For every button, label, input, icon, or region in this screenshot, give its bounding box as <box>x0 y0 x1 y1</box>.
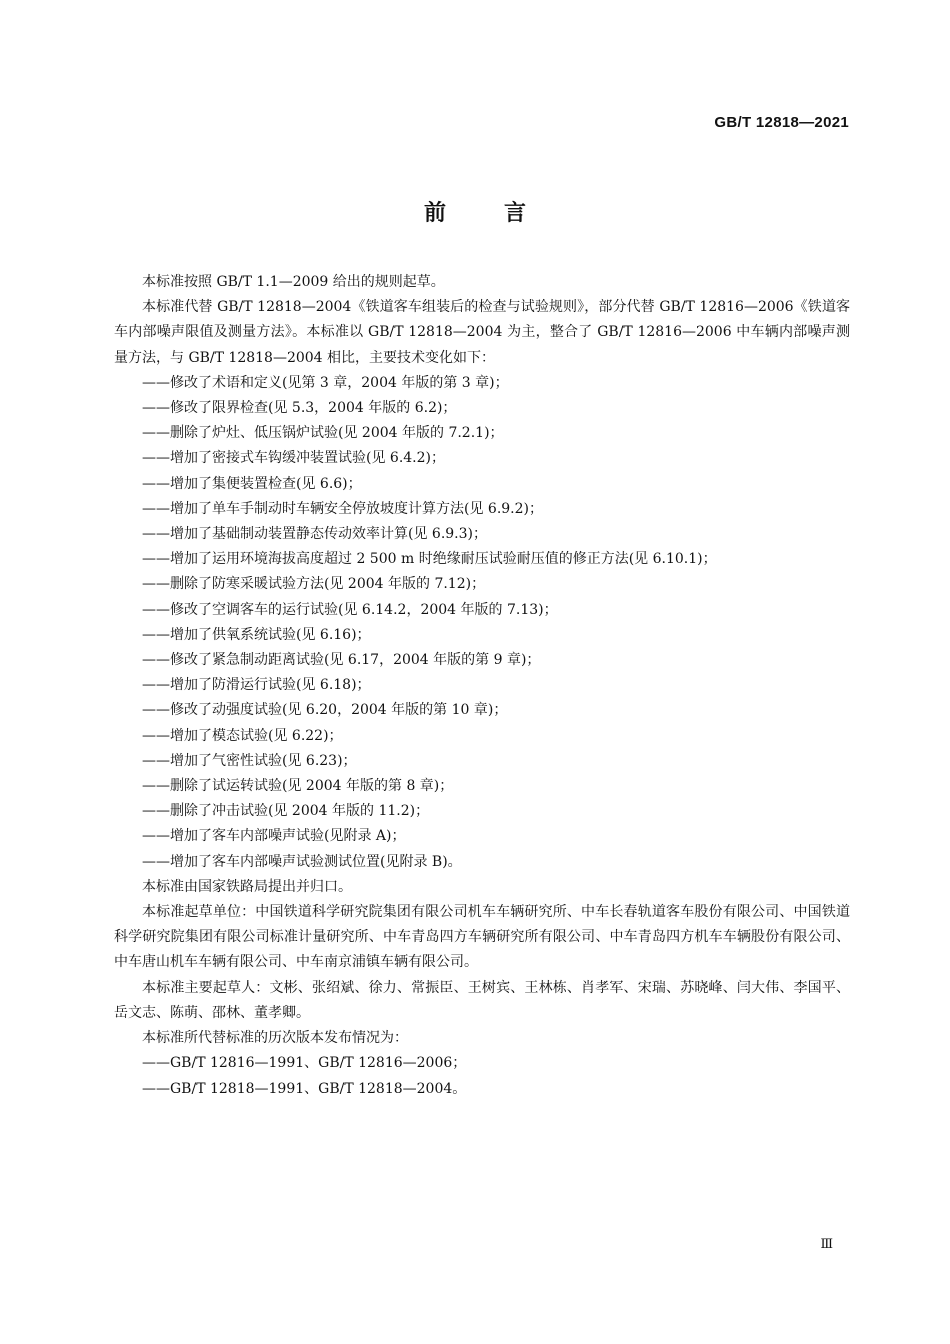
change-item: ——删除了防寒采暖试验方法(见 2004 年版的 7.12)； <box>142 576 486 593</box>
document-body <box>114 270 850 1102</box>
change-item: ——增加了运用环境海拔高度超过 2 500 m 时绝缘耐压试验耐压值的修正方法(见 6.10.1)； <box>142 551 717 568</box>
change-item: ——增加了气密性试验(见 6.23)； <box>142 752 357 769</box>
change-item: ——修改了空调客车的运行试验(见 6.14.2，2004 年版的 7.13)； <box>142 601 558 618</box>
change-item: ——增加了模态试验(见 6.22)； <box>142 727 343 744</box>
page-number: Ⅲ <box>820 1237 833 1252</box>
history-item: ——GB/T 12816—1991、GB/T 12816—2006； <box>142 1055 467 1072</box>
change-item: ——修改了术语和定义(见第 3 章，2004 年版的第 3 章)； <box>142 374 509 391</box>
change-item: ——增加了防滑运行试验(见 6.18)； <box>142 677 371 694</box>
change-item: ——修改了紧急制动距离试验(见 6.17，2004 年版的第 9 章)； <box>142 652 541 669</box>
change-item: ——删除了炉灶、低压锅炉试验(见 2004 年版的 7.2.1)； <box>142 425 504 442</box>
replacement-paragraph: 本标准代替 GB/T 12818—2004《铁道客车组装后的检查与试验规则》，部分代替 GB/T 12816—2006《铁道客车内部噪声限值及测量方法》。本标准以 GB/T 12818—2004 为主，整合了 GB/T 12816—2006 中车辆内部噪声测量方法，与 GB/T 12818—2004 相比，主要技术变化如下： <box>114 299 850 366</box>
proposer-paragraph: 本标准由国家铁路局提出并归口。 <box>142 878 352 895</box>
drafters-paragraph: 本标准主要起草人：文彬、张绍斌、徐力、常振臣、王树宾、王林栋、肖孝军、宋瑞、苏晓峰、闫大伟、李国平、岳文志、陈萌、邵林、董孝卿。 <box>114 979 850 1021</box>
change-item: ——增加了基础制动装置静态传动效率计算(见 6.9.3)； <box>142 526 487 543</box>
change-item: ——增加了客车内部噪声试验测试位置(见附录 B)。 <box>142 853 462 870</box>
history-intro-paragraph: 本标准所代替标准的历次版本发布情况为： <box>142 1030 408 1047</box>
change-item: ——增加了单车手制动时车辆安全停放坡度计算方法(见 6.9.2)； <box>142 500 543 517</box>
drafting-rules-paragraph: 本标准按照 GB/T 1.1—2009 给出的规则起草。 <box>142 274 445 290</box>
change-item: ——增加了客车内部噪声试验(见附录 A)； <box>142 828 406 845</box>
drafting-units-paragraph: 本标准起草单位：中国铁道科学研究院集团有限公司机车车辆研究所、中车长春轨道客车股份有限公司、中国铁道科学研究院集团有限公司标准计量研究所、中车青岛四方车辆研究所有限公司、中车青岛四方机车车辆股份有限公司、中车唐山机车车辆有限公司、中车南京浦镇车辆有限公司。 <box>114 904 850 971</box>
change-item: ——增加了集便装置检查(见 6.6)； <box>142 475 362 492</box>
change-item: ——修改了动强度试验(见 6.20，2004 年版的第 10 章)； <box>142 702 508 719</box>
change-item: ——增加了供氧系统试验(见 6.16)； <box>142 626 371 643</box>
change-item: ——修改了限界检查(见 5.3，2004 年版的 6.2)； <box>142 400 457 417</box>
change-item: ——删除了试运转试验(见 2004 年版的第 8 章)； <box>142 778 454 795</box>
change-item: ——增加了密接式车钩缓冲装置试验(见 6.4.2)； <box>142 450 445 467</box>
change-item: ——删除了冲击试验(见 2004 年版的 11.2)； <box>142 803 430 820</box>
page-title: 前言 <box>423 201 584 226</box>
standard-number: GB/T 12818—2021 <box>714 114 849 131</box>
history-item: ——GB/T 12818—1991、GB/T 12818—2004。 <box>142 1080 467 1097</box>
